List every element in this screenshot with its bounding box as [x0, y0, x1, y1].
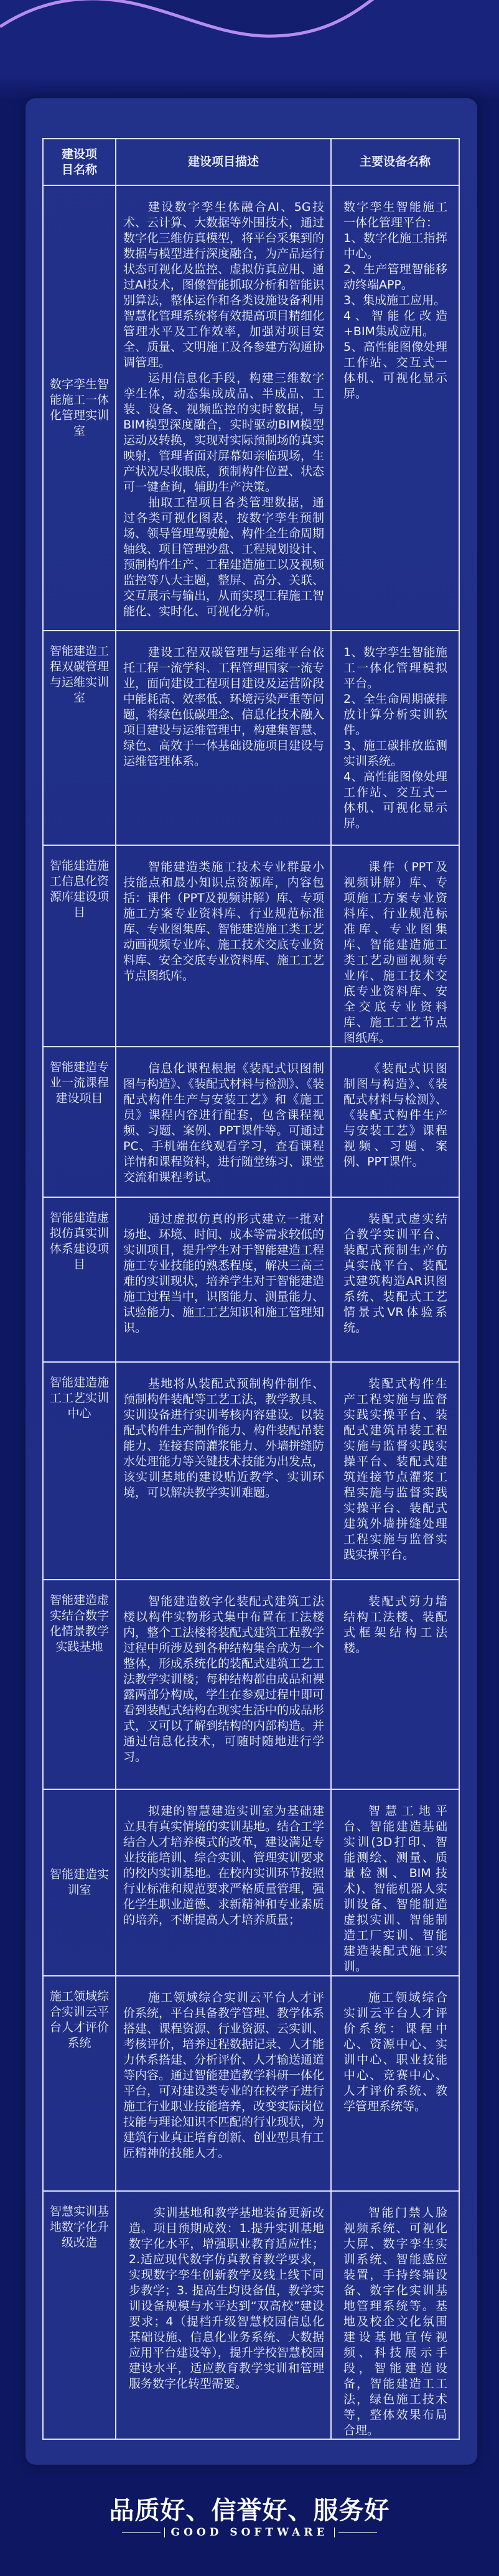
header-project-name: 建设项目名称 [43, 139, 116, 185]
project-description: 智能建造类施工技术专业群最小技能点和最小知识点资源库，内容包括：课件（PPT及视频讲解）库、专项施工方案专业资料库、行业规范标准库、专业图集库、智能建造施工类工艺动画视频专业库、施工技术交底专业资料库、安全交底专业资料库、施工工艺节点图纸库。 [116, 845, 331, 1047]
table-row [43, 1197, 459, 1362]
table-row [43, 631, 459, 845]
equipment-list: 装配式构件生产工程实施与监督实践实操平台、装配式建筑吊装工程实施与监督实践实操平台、装配式建筑连接节点灌浆工程实施与监督实践实操平台、装配式建筑外墙拼缝处理工程实施与监督实践实操平台。 [331, 1362, 459, 1580]
project-name: 智能建造施工信息化资源库建设项目 [43, 845, 116, 1047]
table-row [43, 1362, 459, 1580]
project-name: 施工领域综合实训云平台人才评价系统 [43, 1976, 116, 2191]
divider-tick [164, 2527, 165, 2537]
equipment-list: 施工领域综合实训云平台人才评价系统：课程中心、资源中心、实训中心、职业技能中心、竞赛中心、人才评价系统、教学管理系统等。 [331, 1976, 459, 2191]
subtitle-text: GOOD SOFTWARE [170, 2526, 329, 2539]
description-paragraph: 建设数字孪生体融合AI、5G技术、云计算、大数据等外围技术，通过数字化三维仿真模型，将平台采集到的数据与模型进行深度融合，为产品运行状态可视化及监控、虚拟仿真应用、通过AI技术，图像智能抓取分析和智能识别算法，整体运作和各类设施设备利用智慧化管理系统将有效提高项目精细化管理水平及工作效率，加强对项目安全、质量、文明施工及各参建方沟通协调管理。 [123, 200, 325, 369]
project-description: 拟建的智慧建造实训室为基础建立具有真实情境的实训基地。结合工学结合人才培养模式的改革，建设满足专业技能培训、综合实训、管理实训要求的校内实训基地。在校内实训环节按照行业标准和规范要求严格质量管理，强化学生职业道德、求新精神和专业素质的培养，不断提高人才培养质量； [116, 1789, 331, 1976]
project-description: 智能建造数字化装配式建筑工法楼以构件实物形式集中布置在工法楼内，整个工法楼将装配式建筑工程教学过程中所涉及到各种结构集合成为一个整体，形成系统化的装配式建筑工艺工法教学实训楼；每种结构都由成品和裸露两部分构成，学生在参观过程中即可看到装配式结构在现实生活中的成品形式，又可以了解到结构的内部构造。并通过信息化技术，可随时随地进行学习。 [116, 1580, 331, 1789]
project-name: 智能建造实训室 [43, 1789, 116, 1976]
project-name: 智能建造施工工艺实训中心 [43, 1362, 116, 1580]
footer-slogan: 品质好、信誉好、服务好 [109, 2496, 390, 2525]
header-equipment: 主要设备名称 [331, 139, 459, 185]
project-name: 智能建造虚实结合数字化情景教学实践基地 [43, 1580, 116, 1789]
decorative-wave [0, 0, 499, 50]
divider-tick [334, 2527, 335, 2537]
table-row [43, 2191, 459, 2439]
description-paragraph: 运用信息化手段，构建三维数字孪生体，动态集成成品、半成品、工装、设备、视频监控的实时数据，与BIM模型深度融合，实时驱动BIM模型运动及转换，实现对实际预制场的真实映射，管理者面对屏幕如亲临现场，生产状况尽收眼底，预制构件位置、状态可一键查询，辅助生产决策。 [123, 371, 325, 494]
project-description: 施工领域综合实训云平台人才评价系统，平台具备教学管理、教学体系搭建、课程资源、行业资源、云实训、考核评价，培养过程数据记录、人才能力体系搭建、分析评价、人才输送通道等内容。通过智能建造教学科研一体化平台，可对建设类专业的在校学子进行施工行业职业技能培养，改变实际岗位技能与理论知识不匹配的行业现状，为建筑行业真正培育创新、创业型具有工匠精神的技能人才。 [116, 1976, 331, 2191]
table-row [43, 1789, 459, 1976]
equipment-list: 智能门禁人脸视频系统、可视化大屏、数字孪生实训系统、智能感应装置，手持终端设备、数字化实训基地管理系统等。基地及校企文化氛围建设基地宣传视频、科技展示手段，智能建造设备，智能建造工工法，绿色施工技术等，整体效果布局合理。 [331, 2191, 459, 2439]
table-row [43, 1580, 459, 1789]
divider-line [338, 2532, 377, 2533]
construction-projects-table [42, 138, 460, 2440]
divider-line [122, 2532, 161, 2533]
project-description: 基地将从装配式预制构件制作、预制构件装配等工艺工法，教学教具、实训设备进行实训考核内容建设。以装配式构件生产制作能力、构件装配吊装能力、连接套筒灌浆能力、外墙拼缝防水处理能力等关键技术技能为出发点，该实训基地的建设贴近教学、实训环境，可以解决教学实训难题。 [116, 1362, 331, 1580]
project-name: 智能建造专业一流课程建设项目 [43, 1047, 116, 1197]
equipment-list: 课件（PPT及视频讲解）库、专项施工方案专业资料库、行业规范标准库、专业图集库、智能建造施工类工艺动画视频专业库、施工技术交底专业资料库、安全交底专业资料库、施工工艺节点图纸库。 [331, 845, 459, 1047]
project-description: 建设工程双碳管理与运维平台依托工程一流学科、工程管理国家一流专业，面向建设工程项目建设及运营阶段中能耗高、效率低、环境污染严重等问题，将绿色低碳理念、信息化技术融入项目建设与运维管理中，构建集智慧、绿色、高效于一体基础设施项目建设与运维管理体系。 [116, 631, 331, 845]
project-name: 智慧实训基地数字化升级改造 [43, 2191, 116, 2439]
equipment-list: 1、数字孪生智能施工一体化管理模拟平台。 2、全生命周期碳排放计算分析实训软件。 3、施工碳排放监测实训系统。 4、高性能图像处理工作站、交互式一体机、可视化显示屏。 [331, 631, 459, 845]
equipment-list: 《装配式识图制图与构造》、《装配式材料与检测》、《装配式构件生产与安装工艺》课程视频、习题、案例、PPT课件。 [331, 1047, 459, 1197]
project-name: 数字孪生智能施工一体化管理实训室 [43, 185, 116, 631]
project-name: 智能建造工程双碳管理与运维实训室 [43, 631, 116, 845]
table-row [43, 845, 459, 1047]
project-description: 信息化课程根据《装配式识图制图与构造》、《装配式材料与检测》、《装配式构件生产与安装工艺》和《施工员》课程内容进行配套，包含课程视频、习题、案例、PPT课件等。可通过PC、手机端在线观看学习，查看课程详情和课程资料，进行随堂练习、课堂交流和课程考试。 [116, 1047, 331, 1197]
footer-subtitle [0, 2526, 499, 2539]
project-description: 实训基地和教学基地装备更新改造。项目预期成效：1.提升实训基地数字化水平，增强职业教育适应性；2.适应现代数字仿真教育教学要求，实现数字孪生创新教学及线上线下同步教学；3. 提高生均设备值，教学实训设备规模与水平达到“双高校”建设要求；4（提档升级智慧校园信息化基础设施、信息化业务系统、大数据应用平台建设等），提升学校智慧校园建设水平，适应教育教学实训和管理服务数字化转型需要。 [116, 2191, 331, 2439]
description-paragraph: 抽取工程项目各类管理数据，通过各类可视化图表，按数字孪生预制场、领导管理驾驶舱、构件全生命周期轴线、项目管理沙盘、工程规划设计、预制构件生产、工程建造施工以及视频监控等八大主题，整屏、高分、关联、交互展示与输出，从而实现工程施工智能化、实时化、可视化分析。 [123, 496, 325, 618]
table-row [43, 1976, 459, 2191]
project-description: 通过虚拟仿真的形式建立一批对场地、环境、时间、成本等需求较低的实训项目，提升学生对于智能建造工程施工专业技能的熟悉程度，解决三高三难的实训现状，培养学生对于智能建造施工过程当中，识图能力、测量能力、试验能力、施工工艺知识和施工管理知识。 [116, 1197, 331, 1362]
equipment-list: 装配式虚实结合教学实训平台、装配式预制生产仿真实战平台、装配式建筑构造AR识图系统、装配式工艺情景式VR体验系统。 [331, 1197, 459, 1362]
project-description [116, 185, 331, 631]
equipment-list: 装配式剪力墙结构工法楼、装配式框架结构工法楼。 [331, 1580, 459, 1789]
project-name: 智能建造虚拟仿真实训体系建设项目 [43, 1197, 116, 1362]
header-project-description: 建设项目描述 [116, 139, 331, 185]
table-row [43, 1047, 459, 1197]
table-row [43, 185, 459, 631]
table-header-row [43, 139, 459, 185]
equipment-list: 数字孪生智能施工一体化管理平台： 1、数字化施工指挥中心。 2、生产管理智能移动终端APP。 3、集成施工应用。 4、智能化改造+BIM集成应用。 5、高性能图像处理工作站、交互式一体机、可视化显示屏。 [331, 185, 459, 631]
equipment-list: 智慧工地平台、智能建造基础实训(3D打印、智能测绘、测量、质量检测、BIM技术)、智能机器人实训设备、智能制造虚拟实训、智能制造工厂实训、智能建造装配式施工实训。 [331, 1789, 459, 1976]
